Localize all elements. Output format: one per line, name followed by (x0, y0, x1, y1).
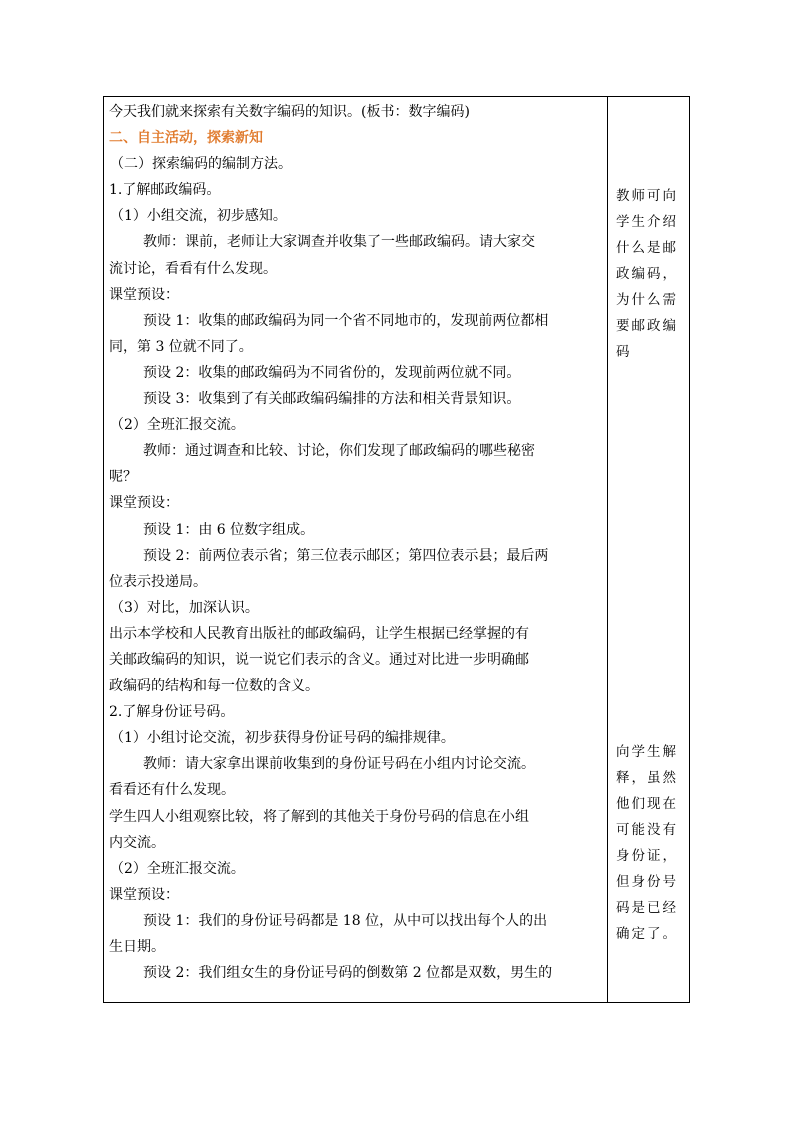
text-line: 预设 1：我们的身份证号码都是 18 位，从中可以找出每个人的出 (143, 912, 548, 929)
text-line: （2）全班汇报交流。 (110, 860, 245, 877)
note-line: 向学生解 (616, 744, 678, 760)
note-line: 释，虽然 (616, 770, 678, 786)
text-line: 内交流。 (109, 834, 165, 851)
teacher-note-postal-code (616, 183, 686, 365)
text-line: 位表示投递局。 (109, 573, 207, 590)
text-line: 看看还有什么发现。 (109, 782, 235, 799)
text-line: 今天我们就来探索有关数字编码的知识。(板书：数字编码) (109, 104, 470, 120)
text-line: 生日期。 (109, 939, 165, 955)
section-heading: 二、自主活动，探索新知 (109, 130, 263, 147)
note-line: 他们现在 (616, 796, 678, 812)
note-line: 政编码， (616, 266, 678, 282)
note-line: 码 (616, 344, 632, 360)
text-line: 流讨论，看看有什么发现。 (109, 260, 277, 277)
text-line: 呢？ (109, 469, 137, 486)
text-line: （1）小组讨论交流，初步获得身份证号码的编排规律。 (110, 730, 455, 747)
text-line: 课堂预设： (109, 286, 179, 303)
note-line: 码是已经 (616, 900, 678, 916)
note-line: 教师可向 (616, 188, 678, 204)
note-line: 学生介绍 (616, 214, 678, 230)
lesson-table (103, 96, 690, 1003)
note-line: 为什么需 (616, 292, 678, 308)
note-line: 什么是邮 (616, 240, 678, 256)
note-line: 但身份号 (616, 874, 678, 890)
text-line: 预设 1：收集的邮政编码为同一个省不同地市的，发现前两位都相 (143, 312, 549, 329)
text-line: 教师：请大家拿出课前收集到的身份证号码在小组内讨论交流。 (143, 756, 535, 773)
text-line: 预设 2：前两位表示省；第三位表示邮区；第四位表示县；最后两 (143, 547, 549, 564)
text-line: 1.了解邮政编码。 (109, 182, 221, 199)
note-line: 可能没有 (616, 822, 678, 838)
text-line: （3）对比，加深认识。 (110, 599, 259, 616)
text-line: 预设 1：由 6 位数字组成。 (143, 521, 315, 538)
text-line: 预设 2：收集的邮政编码为不同省份的，发现前两位就不同。 (143, 364, 521, 381)
column-divider (607, 97, 608, 1002)
text-line: 课堂预设： (109, 886, 179, 903)
text-line: 同，第 3 位就不同了。 (109, 338, 253, 355)
lesson-content (109, 99, 603, 986)
note-line: 确定了。 (616, 926, 678, 942)
text-line: （2）全班汇报交流。 (110, 417, 245, 434)
teacher-note-id-number (616, 739, 686, 947)
text-line: 教师：通过调查和比较、讨论，你们发现了邮政编码的哪些秘密 (143, 443, 535, 460)
text-line: 教师：课前，老师让大家调查并收集了一些邮政编码。请大家交 (143, 234, 535, 251)
text-line: 预设 2：我们组女生的身份证号码的倒数第 2 位都是双数，男生的 (143, 965, 553, 982)
text-line: （二）探索编码的编制方法。 (110, 156, 292, 173)
text-line: 预设 3：收集到了有关邮政编码编排的方法和相关背景知识。 (143, 391, 521, 408)
text-line: 关邮政编码的知识，说一说它们表示的含义。通过对比进一步明确邮 (109, 651, 529, 668)
note-line: 要邮政编 (616, 318, 678, 334)
text-line: 课堂预设： (109, 495, 179, 512)
text-line: 学生四人小组观察比较，将了解到的其他关于身份号码的信息在小组 (109, 808, 529, 825)
text-line: 政编码的结构和每一位数的含义。 (109, 678, 319, 695)
text-line: （1）小组交流，初步感知。 (110, 208, 287, 225)
note-line: 身份证， (616, 848, 678, 864)
text-line: 2.了解身份证号码。 (109, 704, 235, 721)
text-line: 出示本学校和人民教育出版社的邮政编码，让学生根据已经掌握的有 (109, 625, 529, 642)
